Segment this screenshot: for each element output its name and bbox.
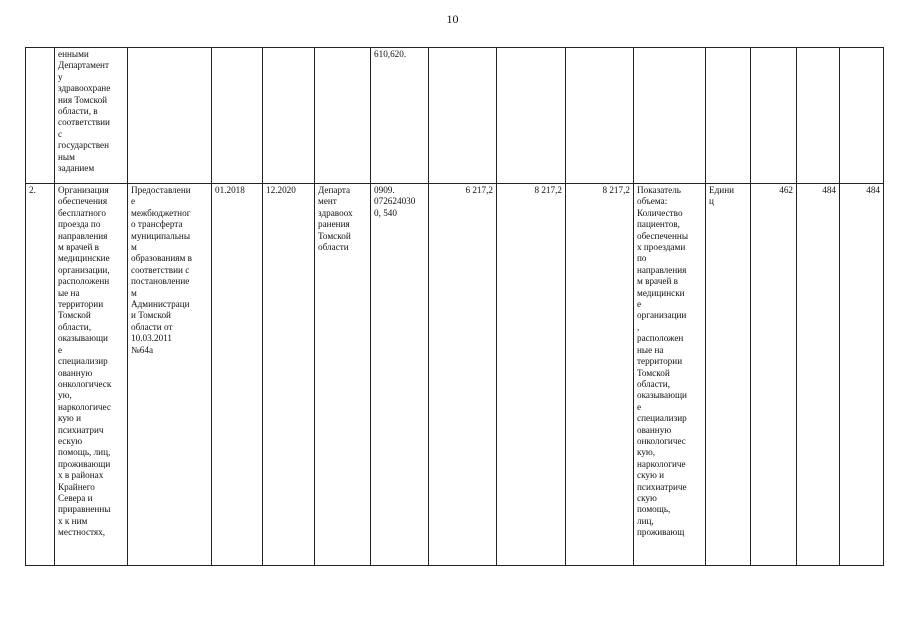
plan-amount-cell: 6 217,2	[429, 184, 497, 566]
budget-code-cell: 610,620.	[371, 48, 429, 184]
implementation-method-cell: Предоставлени е межбюджетног о трансферта муниципальны м образованиям в соответствии с постановление м Администраци и Томской области от 10.03.2011 №64а	[128, 184, 212, 566]
row-number-cell: 2.	[26, 184, 55, 566]
plan-amount-cell	[429, 48, 497, 184]
measure-name-cell: енными Департамент у здравоохране ния Томской области, в соответствии с государствен ным заданием	[55, 48, 128, 184]
implementation-method-cell	[128, 48, 212, 184]
page-number: 10	[446, 12, 459, 26]
table-row	[26, 184, 884, 566]
executed-amount-cell	[566, 48, 634, 184]
executor-cell	[315, 48, 371, 184]
value-cell-2	[797, 48, 840, 184]
value-cell-1: 462	[751, 184, 797, 566]
end-date-cell: 12.2020	[263, 184, 315, 566]
value-cell-3: 484	[840, 184, 884, 566]
allocated-amount-cell	[497, 48, 566, 184]
row-number-cell	[26, 48, 55, 184]
table-row	[26, 48, 884, 184]
budget-code-cell: 0909. 072624030 0, 540	[371, 184, 429, 566]
unit-cell	[706, 48, 751, 184]
start-date-cell: 01.2018	[212, 184, 263, 566]
measure-name-cell: Организация обеспечения бесплатного проезда по направления м врачей в медицинские организации, расположенн ые на территории Томской области, оказывающи е специализир ованную онкологическ ую, наркологичес кую и психиатрич ескую помощь, лиц, проживающи х в районах Крайнего Севера и приравненны х к ним местностях,	[55, 184, 128, 566]
end-date-cell	[263, 48, 315, 184]
unit-cell: Едини ц	[706, 184, 751, 566]
value-cell-1	[751, 48, 797, 184]
allocated-amount-cell: 8 217,2	[497, 184, 566, 566]
measures-table	[25, 47, 884, 566]
value-cell-2: 484	[797, 184, 840, 566]
executor-cell: Департа мент здравоох ранения Томской области	[315, 184, 371, 566]
executed-amount-cell: 8 217,2	[566, 184, 634, 566]
indicator-cell: Показатель объема: Количество пациентов, обеспеченны х проездами по направления м врачей в медицински е организации , расположен ные на территории Томской области, оказывающи е специализир ованную онкологичес кую, наркологиче скую и психиатриче скую помощь, лиц, проживающ	[634, 184, 706, 566]
start-date-cell	[212, 48, 263, 184]
indicator-cell	[634, 48, 706, 184]
value-cell-3	[840, 48, 884, 184]
